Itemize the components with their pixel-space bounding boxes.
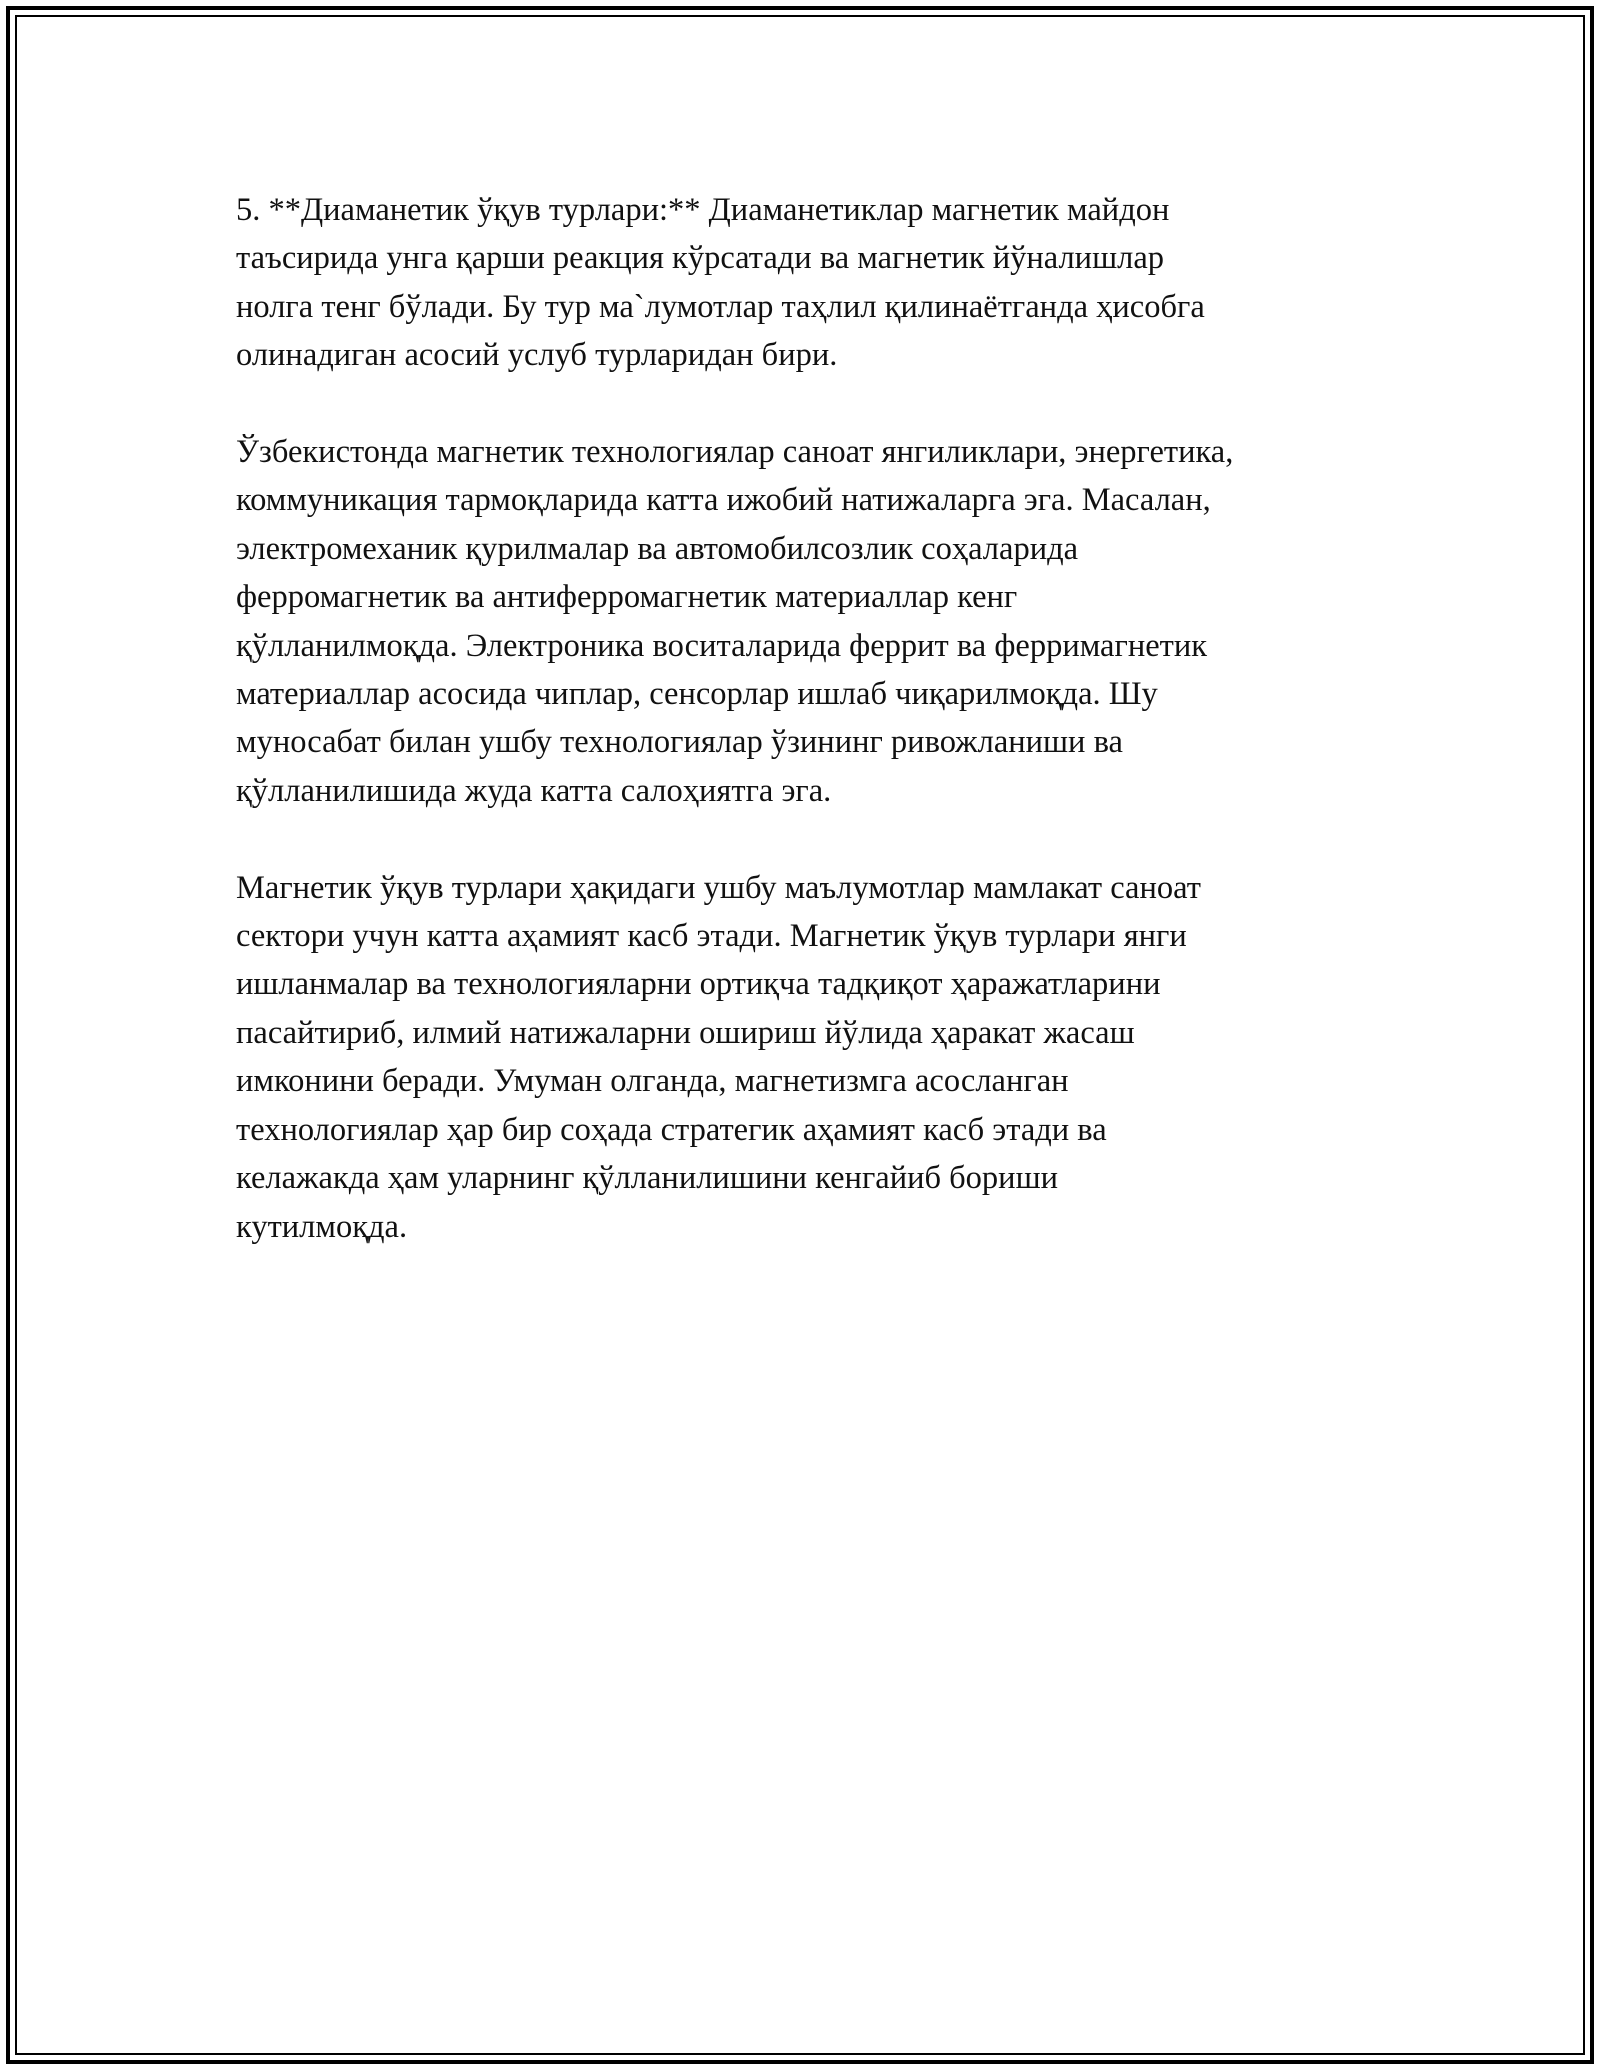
text-line: электромеханик қурилмалар ва автомобилсозлик соҳаларида — [236, 530, 1079, 567]
document-body — [236, 186, 1386, 1299]
text-line: келажакда ҳам уларнинг қўлланилишини кенгайиб бориши — [236, 1160, 1058, 1197]
text-line: технологиялар ҳар бир соҳада стратегик аҳамият касб этади ва — [236, 1111, 1107, 1148]
text-line: имконини беради. Умуман олганда, магнетизмга асосланган — [236, 1063, 1069, 1100]
text-line: пасайтириб, илмий натижаларни ошириш йўлида ҳаракат жасаш — [236, 1014, 1135, 1051]
text-line: 5. **Диаманетик ўқув турлари:** Диаманетиклар магнетик майдон — [236, 192, 1170, 228]
text-line: сектори учун катта аҳамият касб этади. Магнетик ўқув турлари янги — [236, 918, 1187, 955]
text-line: нолга тенг бўлади. Бу тур ма`лумотлар таҳлил қилинаётганда ҳисобга — [236, 288, 1205, 325]
text-line: коммуникация тармоқларида катта ижобий натижаларга эга. Масалан, — [236, 482, 1211, 519]
paragraph-conclusion — [236, 864, 1386, 1251]
text-line: Магнетик ўқув турлари ҳақидаги ушбу маълумотлар мамлакат саноат — [236, 869, 1201, 906]
text-line: муносабат билан ушбу технологиялар ўзининг ривожланиши ва — [236, 724, 1123, 761]
text-line: Ўзбекистонда магнетик технологиялар саноат янгиликлари, энергетика, — [236, 434, 1234, 471]
paragraph-diamagnetic — [236, 186, 1386, 380]
text-line: ферромагнетик ва антиферромагнетик материаллар кенг — [236, 579, 1018, 616]
text-line: олинадиган асосий услуб турларидан бири. — [236, 337, 838, 374]
text-line: кутилмоқда. — [236, 1208, 408, 1245]
paragraph-uzbekistan — [236, 428, 1386, 815]
text-line: материаллар асосида чиплар, сенсорлар ишлаб чиқарилмоқда. Шу — [236, 676, 1158, 713]
text-line: қўлланилмоқда. Электроника воситаларида феррит ва ферримагнетик — [236, 627, 1208, 664]
text-line: қўлланилишида жуда катта салоҳиятга эга. — [236, 772, 832, 809]
text-line: таъсирида унга қарши реакция кўрсатади ва магнетик йўналишлар — [236, 240, 1164, 277]
text-line: ишланмалар ва технологияларни ортиқча тадқиқот ҳаражатларини — [236, 966, 1161, 1003]
